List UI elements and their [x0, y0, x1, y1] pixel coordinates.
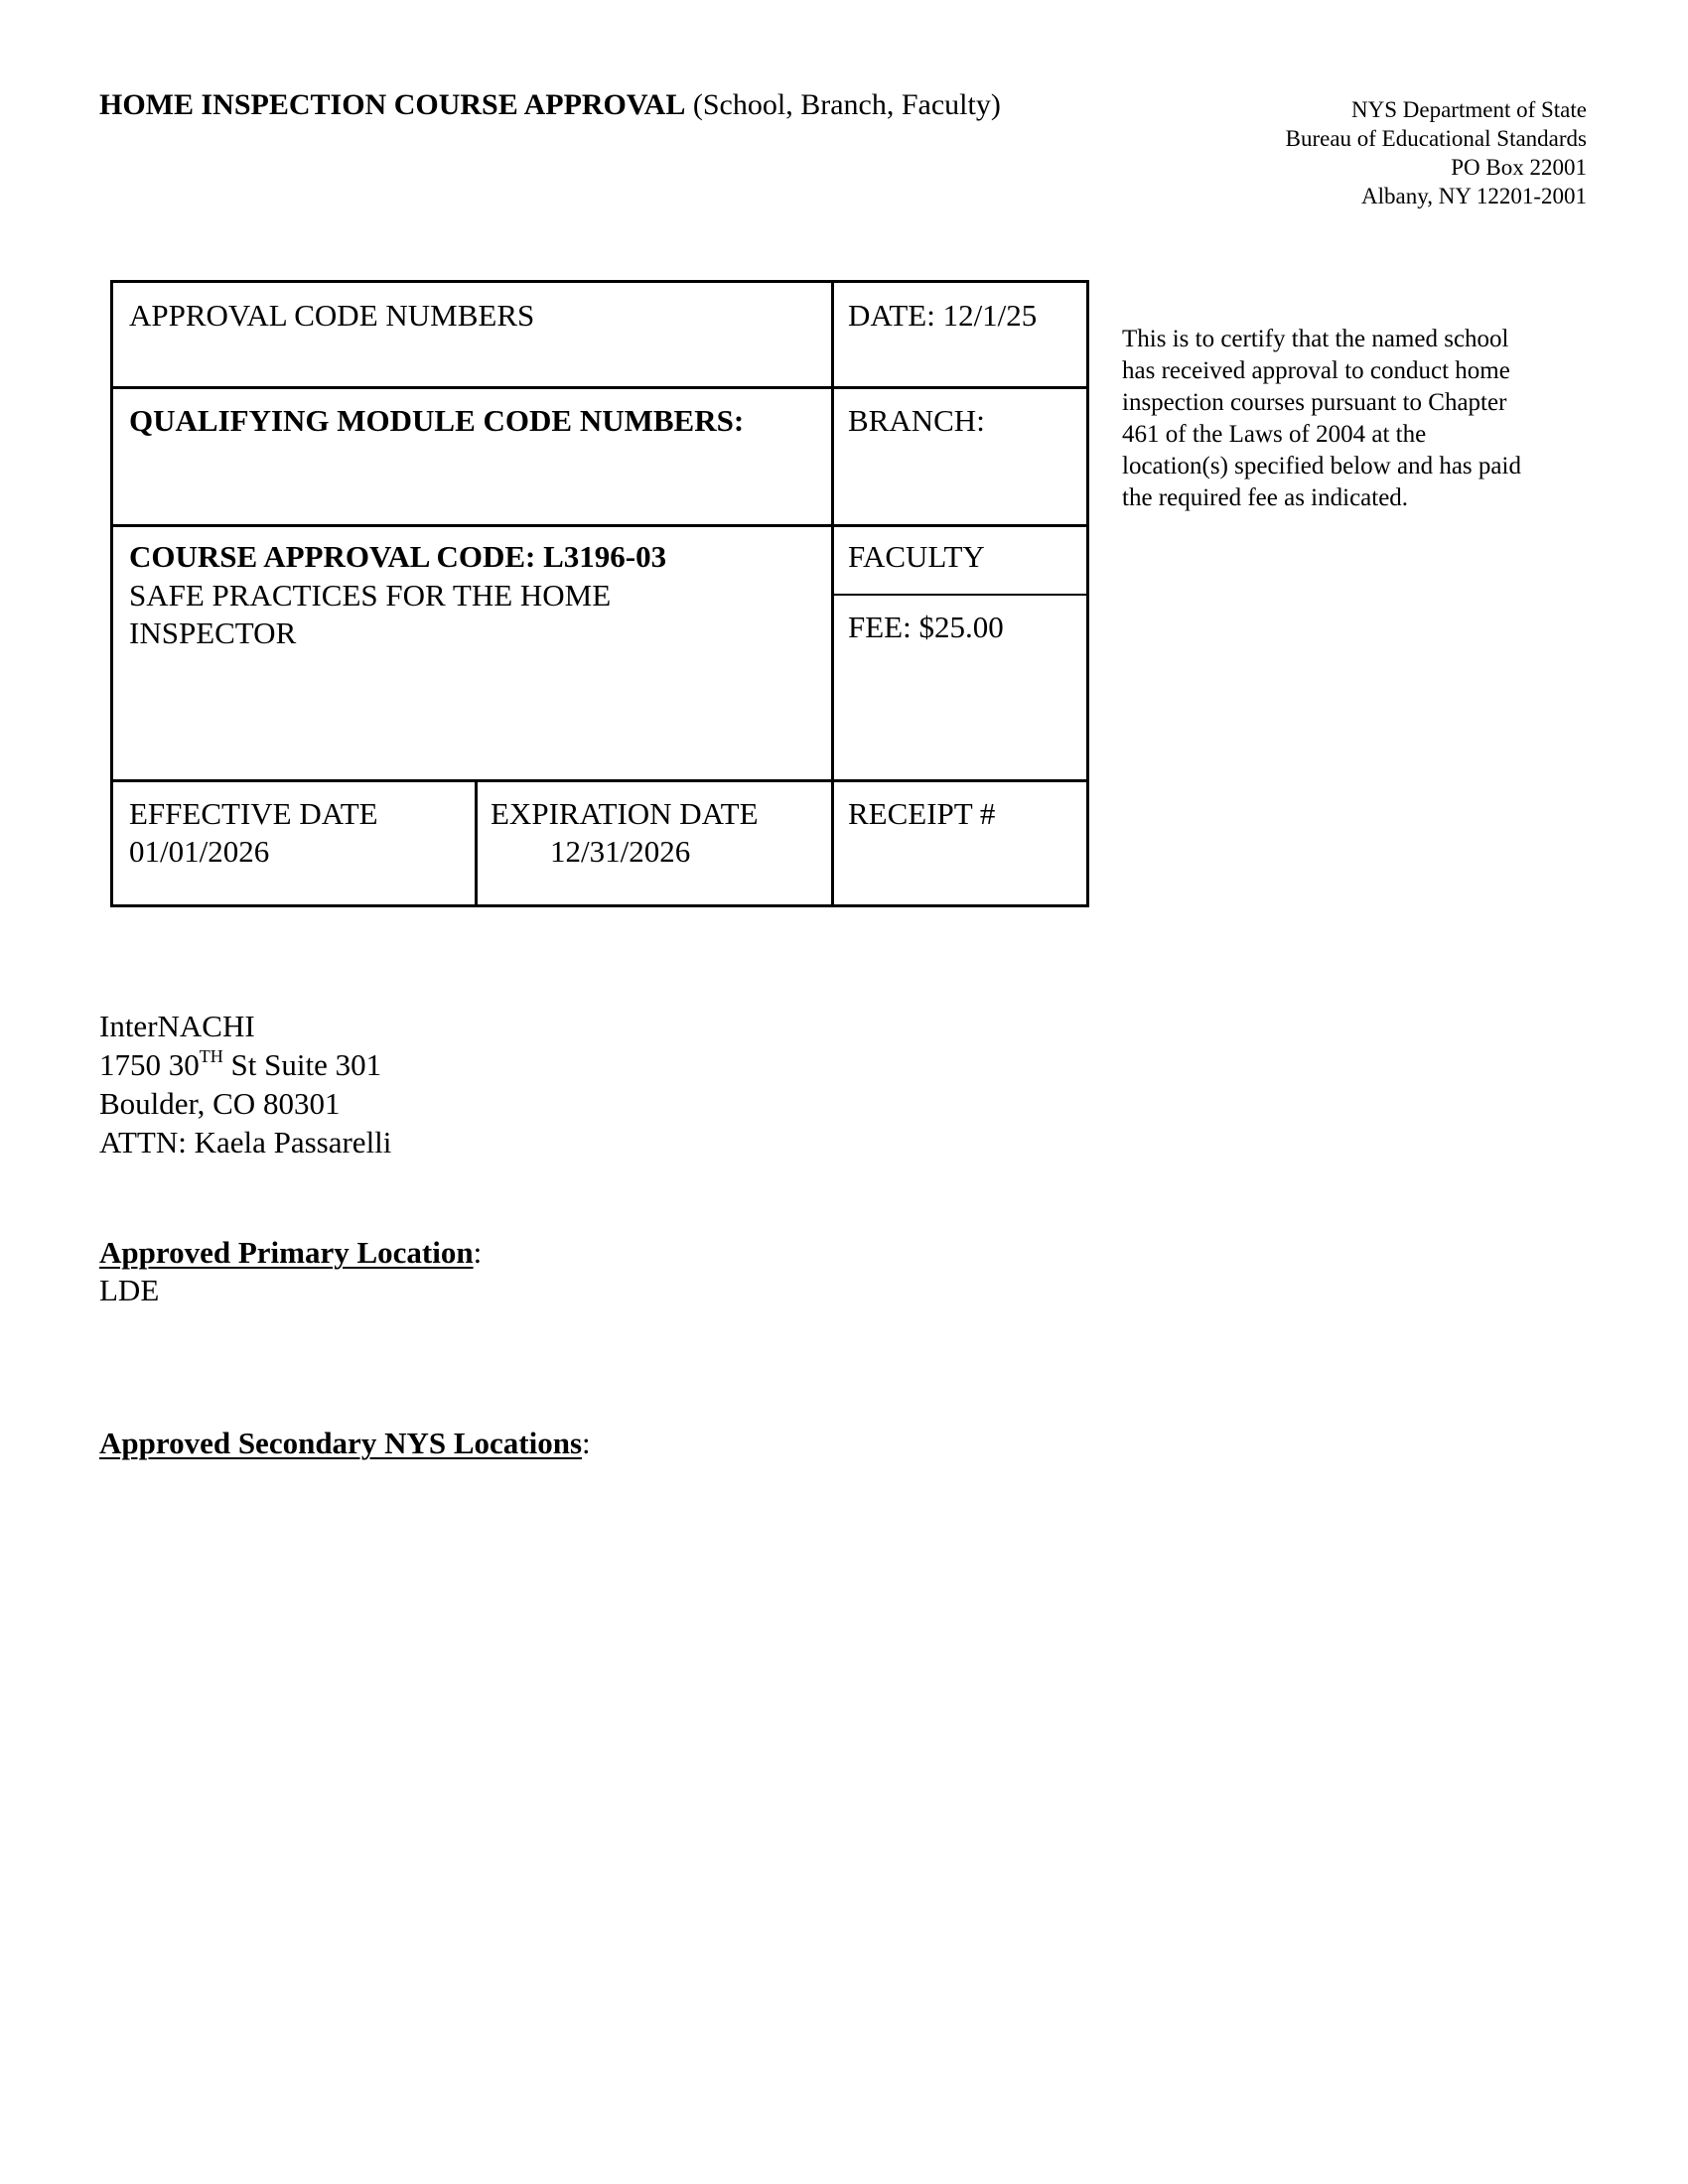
approval-date: DATE: 12/1/25 — [848, 298, 1038, 333]
course-title-line: INSPECTOR — [129, 615, 297, 650]
recipient-address — [99, 1007, 391, 1161]
recipient-name: InterNACHI — [99, 1009, 255, 1043]
expiration-date-label: EXPIRATION DATE — [491, 796, 759, 831]
table-divider — [113, 524, 1086, 527]
primary-location-heading: Approved Primary Location: — [99, 1235, 483, 1270]
course-title-line: SAFE PRACTICES FOR THE HOME — [129, 578, 612, 613]
table-divider — [475, 779, 478, 904]
table-divider — [831, 594, 1086, 596]
receipt-label: RECEIPT # — [848, 796, 996, 831]
agency-line: Albany, NY 12201-2001 — [1361, 184, 1587, 208]
secondary-locations-heading: Approved Secondary NYS Locations: — [99, 1426, 591, 1460]
table-divider — [113, 779, 1086, 782]
qualifying-module-label: QUALIFYING MODULE CODE NUMBERS: — [129, 403, 745, 438]
primary-location-value: LDE — [99, 1273, 160, 1307]
agency-line: Bureau of Educational Standards — [1285, 126, 1587, 151]
table-divider — [113, 386, 1086, 389]
title-subtitle: (School, Branch, Faculty) — [685, 88, 1001, 121]
agency-line: NYS Department of State — [1351, 97, 1587, 122]
approval-table — [110, 280, 1089, 907]
agency-line: PO Box 22001 — [1451, 155, 1587, 180]
branch-label: BRANCH: — [848, 403, 985, 438]
agency-address-block — [1286, 95, 1587, 210]
effective-date-value: 01/01/2026 — [129, 834, 270, 869]
document-title — [99, 87, 1001, 123]
expiration-date-value: 12/31/2026 — [550, 834, 691, 869]
recipient-city: Boulder, CO 80301 — [99, 1086, 341, 1121]
approval-code-numbers-label: APPROVAL CODE NUMBERS — [129, 298, 535, 333]
fee-value: FEE: $25.00 — [848, 610, 1004, 644]
certification-statement: This is to certify that the named school has received approval to conduct home inspection courses pursuant to Chapter 461 of the Laws of 2004 at the location(s) specified below and has paid the required fee as indicated. — [1122, 326, 1521, 511]
recipient-attn: ATTN: Kaela Passarelli — [99, 1125, 392, 1160]
recipient-street: 1750 30TH St Suite 301 — [99, 1045, 382, 1082]
title-bold: HOME INSPECTION COURSE APPROVAL — [99, 88, 686, 121]
faculty-label: FACULTY — [848, 539, 985, 574]
effective-date-label: EFFECTIVE DATE — [129, 796, 378, 831]
course-approval-code: COURSE APPROVAL CODE: L3196-03 — [129, 539, 667, 574]
